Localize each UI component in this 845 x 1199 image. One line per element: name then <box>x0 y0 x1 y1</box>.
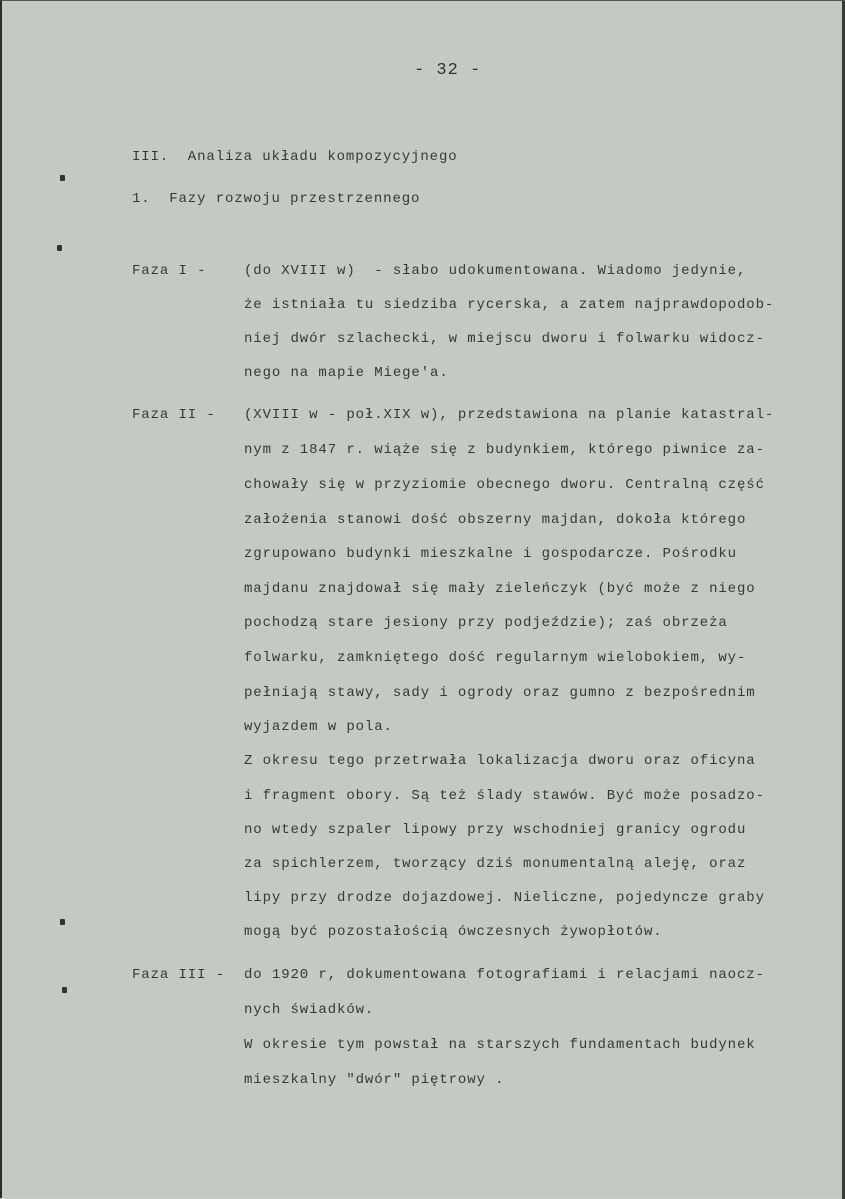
text-line: nym z 1847 r. wiąże się z budynkiem, którego piwnice za- <box>244 442 765 458</box>
text-line: W okresie tym powstał na starszych fundamentach budynek <box>244 1037 756 1053</box>
subsection-heading: 1. Fazy rozwoju przestrzennego <box>132 191 421 207</box>
text-line: mieszkalny "dwór" piętrowy . <box>244 1072 505 1088</box>
text-line: lipy przy drodze dojazdowej. Nieliczne, pojedyncze graby <box>244 890 765 906</box>
punch-mark <box>57 245 62 251</box>
text-line: za spichlerzem, tworzący dziś monumentalną aleję, oraz <box>244 856 747 872</box>
text-line: pochodzą stare jesiony przy podjeździe); zaś obrzeża <box>244 615 728 631</box>
phase-label: Faza II - <box>132 407 216 423</box>
text-line: folwarku, zamkniętego dość regularnym wielobokiem, wy- <box>244 650 747 666</box>
phase-label: Faza I - <box>132 263 207 279</box>
text-line: chowały się w przyziomie obecnego dworu. Centralną część <box>244 477 765 493</box>
punch-mark <box>60 175 65 181</box>
text-line: mogą być pozostałością ówczesnych żywopłotów. <box>244 924 663 940</box>
text-line: no wtedy szpaler lipowy przy wschodniej granicy ogrodu <box>244 822 747 838</box>
page-number: - 32 - <box>414 61 482 80</box>
text-line: majdanu znajdował się mały zieleńczyk (być może z niego <box>244 581 756 597</box>
text-line: Z okresu tego przetrwała lokalizacja dworu oraz oficyna <box>244 753 756 769</box>
text-line: nego na mapie Miege'a. <box>244 365 449 381</box>
punch-mark <box>60 919 65 925</box>
punch-mark <box>62 987 67 993</box>
text-line: założenia stanowi dość obszerny majdan, dokoła którego <box>244 512 747 528</box>
text-line: zgrupowano budynki mieszkalne i gospodarcze. Pośrodku <box>244 546 737 562</box>
text-line: wyjazdem w pola. <box>244 719 393 735</box>
text-line: że istniała tu siedziba rycerska, a zatem najprawdopodob- <box>244 297 775 313</box>
text-line: nych świadków. <box>244 1002 375 1018</box>
phase-label: Faza III - <box>132 967 226 983</box>
text-line: (XVIII w - poł.XIX w), przedstawiona na planie katastral- <box>244 407 775 423</box>
text-line: (do XVIII w) - słabo udokumentowana. Wiadomo jedynie, <box>244 263 747 279</box>
section-heading: III. Analiza układu kompozycyjnego <box>132 149 458 165</box>
text-line: do 1920 r, dokumentowana fotografiami i relacjami naocz- <box>244 967 765 983</box>
text-line: niej dwór szlachecki, w miejscu dworu i folwarku widocz- <box>244 331 765 347</box>
text-line: i fragment obory. Są też ślady stawów. Być może posadzo- <box>244 788 765 804</box>
text-line: pełniają stawy, sady i ogrody oraz gumno z bezpośrednim <box>244 685 756 701</box>
